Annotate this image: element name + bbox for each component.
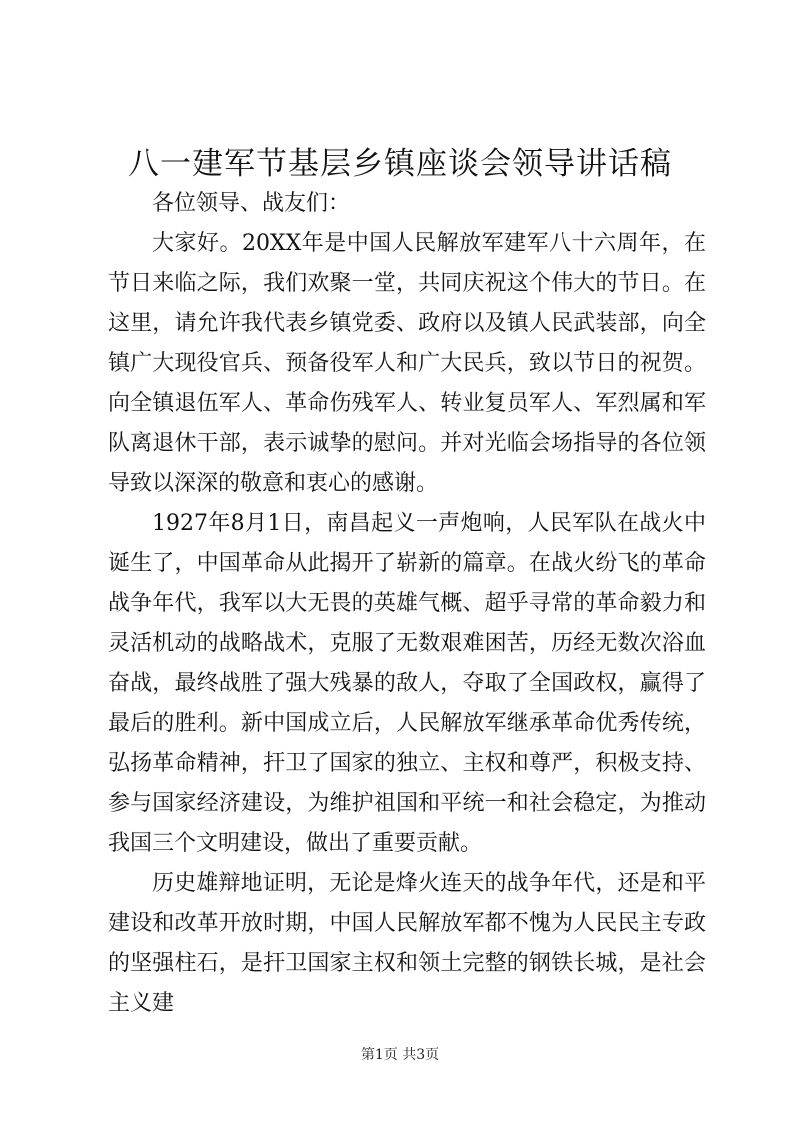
paragraph-3: 历史雄辩地证明，无论是烽火连天的战争年代，还是和平建设和改革开放时期，中国人民解放军都不愧为人民民主专政的坚强柱石，是扞卫国家主权和领土完整的钢铁长城，是社会主义建 [108, 871, 706, 1016]
document-body [108, 184, 706, 1024]
salutation: 各位领导、战友们： [152, 191, 351, 216]
paragraph-1: 大家好。20XX年是中国人民解放军建军八十六周年，在节日来临之际，我们欢聚一堂，共同庆祝这个伟大的节日。在这里，请允许我代表乡镇党委、政府以及镇人民武装部，向全镇广大现役官兵、预备役军人和广大民兵，致以节日的祝贺。向全镇退伍军人、革命伤残军人、转业复员军人、军烈属和军队离退休干部，表示诚挚的慰问。并对光临会场指导的各位领导致以深深的敬意和衷心的感谢。 [108, 231, 706, 496]
page-title: 八一建军节基层乡镇座谈会领导讲话稿 [128, 146, 672, 182]
paragraph-2: 1927年8月1日，南昌起义一声炮响，人民军队在战火中诞生了，中国革命从此揭开了崭新的篇章。在战火纷飞的革命战争年代，我军以大无畏的英雄气概、超乎寻常的革命毅力和灵活机动的战略战术，克服了无数艰难困苦，历经无数次浴血奋战，最终战胜了强大残暴的敌人，夺取了全国政权，赢得了最后的胜利。新中国成立后，人民解放军继承革命优秀传统，弘扬革命精神，扞卫了国家的独立、主权和尊严，积极支持、参与国家经济建设，为维护祖国和平统一和社会稳定，为推动我国三个文明建设，做出了重要贡献。 [108, 511, 706, 856]
page-footer: 第1页 共3页 [360, 1047, 440, 1063]
